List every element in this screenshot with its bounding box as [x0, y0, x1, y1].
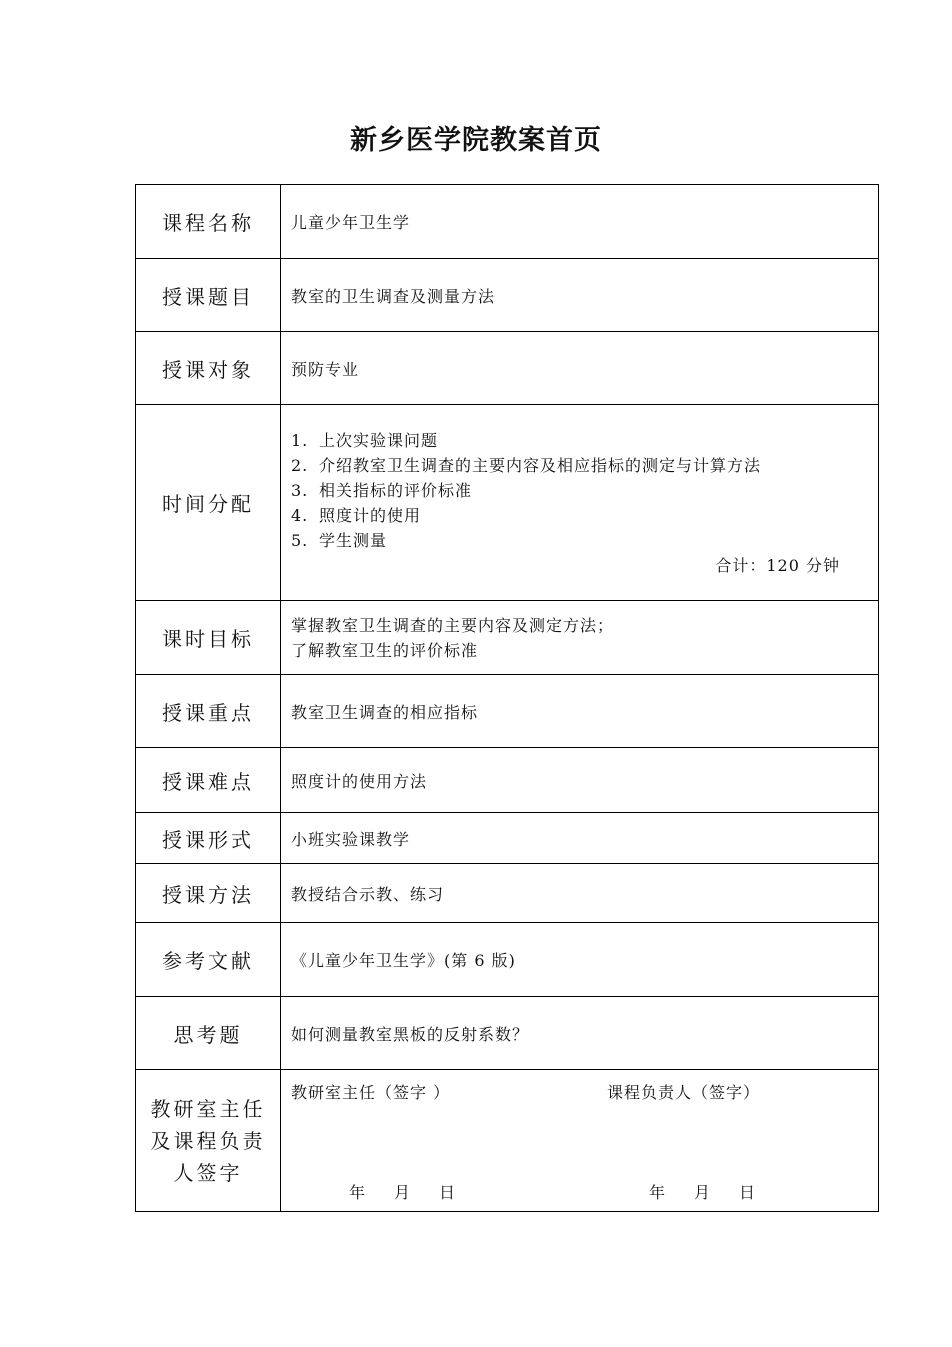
row-question — [136, 997, 879, 1070]
list-item-text: 介绍教室卫生调查的主要内容及相应指标的测定与计算方法 — [319, 455, 762, 475]
key-points-value: 教室卫生调查的相应指标 — [281, 675, 879, 748]
row-audience — [136, 332, 879, 405]
list-item — [291, 428, 878, 453]
month-label: 月 — [394, 1183, 412, 1202]
lesson-plan-table — [135, 184, 879, 1212]
question-value: 如何测量教室黑板的反射系数？ — [281, 997, 879, 1070]
year-label: 年 — [349, 1183, 367, 1202]
course-name-label: 课程名称 — [136, 185, 281, 259]
list-item — [291, 478, 878, 503]
objectives-value — [281, 601, 879, 675]
objectives-line-1: 掌握教室卫生调查的主要内容及测定方法； — [291, 615, 615, 635]
row-references — [136, 923, 879, 997]
signature-label — [136, 1070, 281, 1212]
references-label: 参考文献 — [136, 923, 281, 997]
list-item-number: 3. — [291, 480, 309, 500]
time-allocation-label: 时间分配 — [136, 405, 281, 601]
course-lead-signature: 课程负责人（签字） — [607, 1083, 761, 1102]
director-signature: 教研室主任（签字 ） — [291, 1083, 451, 1102]
year-label: 年 — [649, 1183, 667, 1202]
row-difficulties — [136, 748, 879, 813]
time-allocation-value — [281, 405, 879, 601]
course-lead-date — [649, 1180, 756, 1203]
row-time-allocation — [136, 405, 879, 601]
method-label: 授课方法 — [136, 864, 281, 923]
list-item-text: 照度计的使用 — [319, 505, 422, 525]
topic-value: 教室的卫生调查及测量方法 — [281, 259, 879, 332]
row-course-name — [136, 185, 879, 259]
audience-value: 预防专业 — [281, 332, 879, 405]
list-item-number: 4. — [291, 505, 309, 525]
row-key-points — [136, 675, 879, 748]
question-label: 思考题 — [136, 997, 281, 1070]
audience-label: 授课对象 — [136, 332, 281, 405]
list-item — [291, 503, 878, 528]
row-signature — [136, 1070, 879, 1212]
month-label: 月 — [694, 1183, 712, 1202]
day-label: 日 — [439, 1183, 457, 1202]
key-points-label: 授课重点 — [136, 675, 281, 748]
topic-label: 授课题目 — [136, 259, 281, 332]
references-value: 《儿童少年卫生学》(第 6 版) — [281, 923, 879, 997]
page-title: 新乡医学院教案首页 — [350, 125, 602, 156]
director-date — [349, 1180, 456, 1203]
difficulties-value: 照度计的使用方法 — [281, 748, 879, 813]
method-value: 教授结合示教、练习 — [281, 864, 879, 923]
list-item-number: 1. — [291, 430, 309, 450]
list-item-text: 相关指标的评价标准 — [319, 480, 473, 500]
list-item-text: 学生测量 — [319, 530, 388, 550]
signature-wrap — [281, 1070, 878, 1210]
course-name-value: 儿童少年卫生学 — [281, 185, 879, 259]
row-method — [136, 864, 879, 923]
list-item-number: 5. — [291, 530, 309, 550]
time-total: 合计：120 分钟 — [715, 555, 840, 575]
time-allocation-list — [291, 428, 878, 553]
format-value: 小班实验课教学 — [281, 813, 879, 864]
signature-label-line-2: 及课程负责 — [150, 1128, 266, 1153]
day-label: 日 — [739, 1183, 757, 1202]
list-item-text: 上次实验课问题 — [319, 430, 439, 450]
signature-label-line-3: 人签字 — [173, 1160, 243, 1185]
objectives-line-2: 了解教室卫生的评价标准 — [291, 640, 479, 660]
row-format — [136, 813, 879, 864]
difficulties-label: 授课难点 — [136, 748, 281, 813]
objectives-label: 课时目标 — [136, 601, 281, 675]
row-topic — [136, 259, 879, 332]
list-item — [291, 528, 878, 553]
signature-area — [281, 1070, 879, 1212]
list-item-number: 2. — [291, 455, 309, 475]
list-item — [291, 453, 878, 478]
row-objectives — [136, 601, 879, 675]
signature-label-line-1: 教研室主任 — [150, 1096, 266, 1121]
format-label: 授课形式 — [136, 813, 281, 864]
